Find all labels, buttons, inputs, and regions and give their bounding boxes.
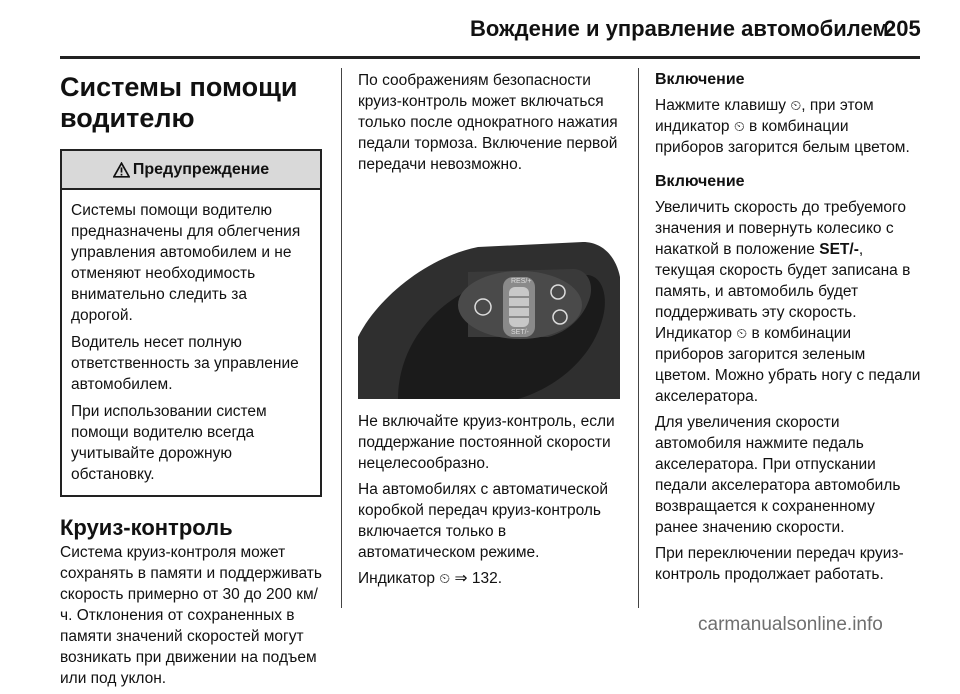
column-2	[358, 70, 620, 594]
warning-triangle-icon	[113, 162, 130, 178]
warning-body	[62, 190, 320, 495]
cruise-button-icon: ⏲	[790, 97, 802, 113]
cruise-indicator-icon: ⏲	[736, 325, 748, 341]
body-paragraph: Не включайте круиз-контроль, если поддержание постоянной скорости нецелесообразно.	[358, 413, 615, 472]
indicator-reference: Индикатор ⏲ ⇒ 132.	[358, 570, 503, 587]
body-paragraph: Для увеличения скорости автомобиля нажмите педаль акселератора. При отпускании педали акселератора автомобиль возвращается к сохраненному ранее значению скорости.	[655, 414, 901, 536]
subheading: Включение	[655, 71, 745, 88]
body-paragraph: Нажмите клавишу ⏲, при этом индикатор ⏲ в комбинации приборов загорится белым цветом.	[655, 97, 910, 156]
header-rule	[60, 56, 920, 59]
body-paragraph: На автомобилях с автоматической коробкой передач круиз-контроль включается только в автоматическом режиме.	[358, 481, 608, 561]
column-divider-1	[341, 68, 342, 608]
subsection-title: Круиз-контроль	[60, 515, 233, 540]
body-paragraph: По соображениям безопасности круиз-контроль может включаться только после однократного нажатия педали тормоза. Включение первой передачи невозможно.	[358, 72, 618, 173]
warning-paragraph: При использовании систем помощи водителю всегда учитывайте дорожную обстановку.	[71, 403, 267, 483]
subheading: Включение	[655, 173, 745, 190]
warning-box	[60, 149, 322, 497]
cruise-indicator-icon: ⏲	[439, 570, 451, 586]
warning-paragraph: Системы помощи водителю предназначены для облегчения управления автомобилем и не отменяют необходимость внимательно следить за дорогой.	[71, 202, 301, 324]
body-paragraph: При переключении передач круиз-контроль продолжает работать.	[655, 545, 904, 583]
body-paragraph: Увеличить скорость до требуемого значения и повернуть колесико с накаткой в положение SET/-, текущая скорость будет записана в память, и автомобиль будет поддерживать эту скорость. Индикатор ⏲ в комбинации приборов загорится зеленым цветом. Можно убрать ногу с педали акселератора.	[655, 199, 921, 405]
warning-header	[62, 151, 320, 190]
column-divider-2	[638, 68, 639, 608]
page-header	[0, 0, 960, 56]
cruise-indicator-icon: ⏲	[733, 118, 745, 134]
warning-label: Предупреждение	[132, 161, 270, 178]
watermark: carmanualsonline.info	[698, 614, 883, 635]
running-title: Вождение и управление автомобилем	[470, 16, 889, 41]
steering-wheel-image	[358, 187, 620, 399]
column-1	[60, 70, 322, 694]
set-minus-label: SET/-	[511, 329, 529, 336]
page-ref-icon: ⇒	[454, 570, 468, 587]
body-paragraph: Система круиз-контроля может сохранять в памяти и поддерживать скорость примерно от 30 до 200 км/ч. Отклонения от сохраненных в памяти значений скоростей могут возникать при движении на подъем или под уклон.	[60, 544, 322, 687]
res-plus-label: RES/+	[511, 278, 532, 285]
set-minus-text: SET/-	[819, 241, 859, 258]
column-3	[655, 70, 921, 590]
warning-paragraph: Водитель несет полную ответственность за управление автомобилем.	[71, 334, 299, 393]
section-title: Системы помощи водителю	[60, 72, 298, 133]
page-number: 205	[884, 16, 921, 41]
